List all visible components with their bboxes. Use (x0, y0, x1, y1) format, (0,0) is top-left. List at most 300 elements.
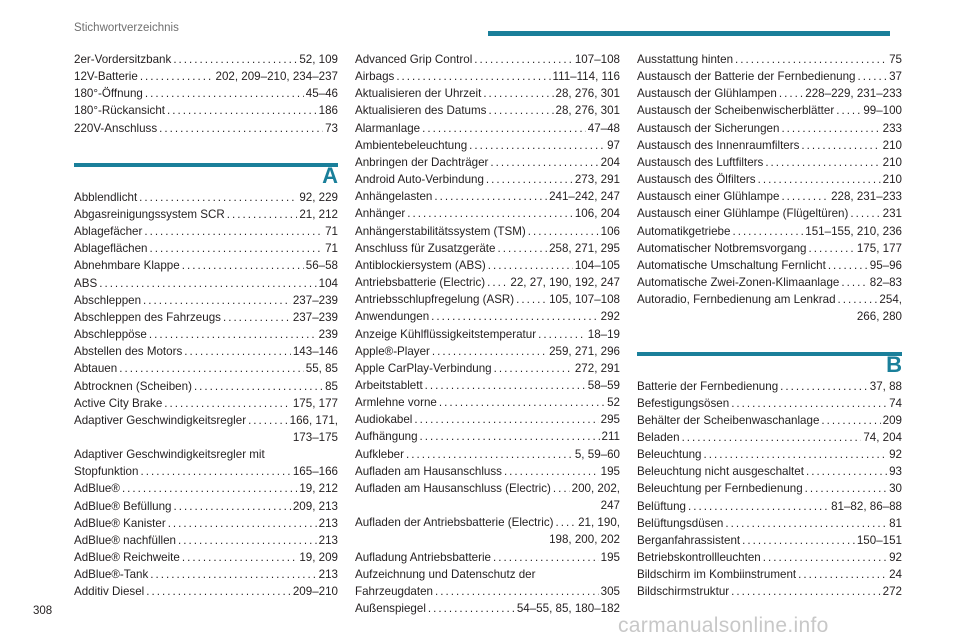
index-pages: 28, 276, 301 (555, 104, 620, 118)
index-pages-continued: 247 (600, 499, 620, 513)
index-pages: 210 (882, 173, 902, 187)
section-divider (74, 163, 338, 167)
index-entry (637, 154, 902, 171)
index-term: 12V-Batterie (74, 70, 138, 84)
index-term: Airbags (355, 70, 395, 84)
dot-leader (494, 360, 573, 377)
index-term: Abschleppen (74, 293, 142, 307)
index-pages: 259, 271, 296 (549, 344, 620, 358)
index-term: Aufladen der Antriebsbatterie (Electric) (355, 516, 554, 530)
index-pages: 37, 88 (869, 379, 902, 393)
index-term: Abtrocknen (Scheiben) (74, 379, 192, 393)
index-pages: 204 (600, 155, 620, 169)
index-pages: 75 (889, 53, 902, 66)
index-entry (637, 51, 902, 68)
index-entry (637, 223, 902, 240)
index-entry (355, 446, 620, 463)
index-pages: 81 (889, 516, 902, 530)
index-pages: 254, (879, 293, 902, 307)
index-term: Stopfunktion (74, 465, 139, 479)
index-entry (74, 51, 338, 68)
dot-leader (435, 583, 599, 600)
index-entry (637, 498, 902, 515)
dot-leader (474, 51, 573, 68)
dot-leader (227, 206, 298, 223)
index-pages: 56–58 (305, 259, 338, 273)
dot-leader (805, 480, 887, 497)
dot-leader (765, 154, 880, 171)
index-pages: 54–55, 85, 180–182 (516, 602, 620, 615)
index-column-3 (637, 51, 902, 601)
index-pages: 21, 190, (578, 516, 620, 530)
index-entry (355, 326, 620, 343)
index-entry (74, 206, 338, 223)
index-entry (637, 463, 902, 480)
index-term: Antriebsschlupfregelung (ASR) (355, 293, 515, 307)
index-entry (74, 292, 338, 309)
index-pages: 175, 177 (292, 396, 338, 410)
index-pages: 106, 204 (574, 207, 620, 221)
dot-leader (516, 291, 547, 308)
dot-leader (682, 429, 862, 446)
index-pages: 231 (882, 207, 902, 221)
dot-leader (731, 583, 881, 600)
dot-leader (407, 205, 573, 222)
index-entry (74, 498, 338, 515)
index-term: Austausch des Innenraumfilters (637, 138, 800, 152)
dot-leader (184, 343, 291, 360)
index-entry (355, 257, 620, 274)
index-entry (355, 274, 620, 291)
dot-leader (396, 68, 550, 85)
index-pages: 92 (889, 551, 902, 565)
index-pages: 22, 27, 190, 192, 247 (510, 276, 620, 290)
index-pages: 85 (325, 379, 338, 393)
index-term: Austausch einer Glühlampe (637, 190, 780, 204)
index-term: Anwendungen (355, 310, 430, 324)
index-term-line: Aufzeichnung und Datenschutz der (355, 567, 536, 581)
index-term: Aufkleber (355, 447, 404, 461)
index-term: 220V-Anschluss (74, 121, 158, 135)
index-pages: 21, 212 (299, 207, 338, 221)
index-entry (355, 549, 620, 566)
index-term: Behälter der Scheibenwaschanlage (637, 413, 820, 427)
index-entry (637, 395, 902, 412)
index-pages: 99–100 (863, 104, 902, 118)
index-term: Anhängelasten (355, 190, 433, 204)
index-pages: 237–239 (292, 310, 338, 324)
index-pages: 93 (889, 465, 902, 479)
index-term: Automatische Zwei-Zonen-Klimaanlage (637, 276, 840, 290)
index-term: Belüftung (637, 499, 686, 513)
index-entry (355, 463, 620, 480)
index-pages-continued: 266, 280 (856, 310, 902, 324)
index-pages: 186 (318, 104, 338, 118)
index-entry (637, 583, 902, 600)
index-entry (355, 171, 620, 188)
index-term: Aufladen am Hausanschluss (Electric) (355, 481, 551, 495)
dot-leader (143, 292, 291, 309)
index-pages: 81–82, 86–88 (831, 499, 902, 513)
index-pages: 237–239 (292, 293, 338, 307)
index-term: Ausstattung hinten (637, 53, 734, 66)
index-pages: 165–166 (292, 465, 338, 479)
index-entry (74, 189, 338, 206)
index-term: Beleuchtung nicht ausgeschaltet (637, 465, 804, 479)
index-term: AdBlue® (74, 482, 120, 496)
index-pages: 213 (318, 516, 338, 530)
dot-leader (798, 566, 887, 583)
index-term: Aufladung Antriebsbatterie (355, 550, 491, 564)
index-pages: 97 (607, 138, 620, 152)
letter-section-header (637, 326, 902, 378)
index-term: 180°-Rückansicht (74, 104, 165, 118)
dot-leader (493, 549, 599, 566)
index-term: Fahrzeugdaten (355, 584, 433, 598)
index-entry (637, 291, 902, 308)
index-pages: 58–59 (587, 378, 620, 392)
dot-leader (488, 257, 573, 274)
dot-leader (425, 377, 586, 394)
dot-leader (504, 463, 599, 480)
dot-leader (414, 411, 598, 428)
index-pages: 95–96 (869, 258, 902, 272)
index-entry (355, 514, 620, 531)
index-term: Automatische Umschaltung Fernlicht (637, 258, 826, 272)
index-pages: 200, 202, (571, 481, 620, 495)
index-entry (637, 188, 902, 205)
index-term: Befestigungsösen (637, 396, 730, 410)
index-pages: 150–151 (856, 533, 902, 547)
index-pages: 272 (882, 585, 902, 599)
dot-leader (488, 102, 553, 119)
dot-leader (838, 291, 878, 308)
index-pages: 292 (600, 310, 620, 324)
dot-leader (439, 394, 605, 411)
index-entry (637, 446, 902, 463)
index-pages: 241–242, 247 (549, 190, 620, 204)
index-term: Beleuchtung per Fernbedienung (637, 482, 803, 496)
index-entry (74, 480, 338, 497)
index-pages: 52 (607, 396, 620, 410)
dot-leader (431, 308, 599, 325)
dot-leader (99, 275, 316, 292)
index-entry (74, 68, 338, 85)
index-pages: 55, 85 (305, 362, 338, 376)
dot-leader (145, 85, 304, 102)
index-entry (355, 205, 620, 222)
index-pages: 104–105 (574, 258, 620, 272)
index-term: Austausch der Scheibenwischerblätter (637, 104, 835, 118)
dot-leader (688, 498, 829, 515)
index-entry (355, 428, 620, 445)
index-entry (637, 85, 902, 102)
index-term: Batterie der Fernbedienung (637, 379, 779, 393)
index-term: Apple®-Player (355, 344, 430, 358)
index-term: Anhänger (355, 207, 406, 221)
index-pages: 143–146 (292, 345, 338, 359)
index-pages: 71 (325, 242, 338, 256)
index-term: Berganfahrassistent (637, 533, 741, 547)
index-entry (637, 532, 902, 549)
index-entry (355, 394, 620, 411)
index-pages: 107–108 (574, 53, 620, 66)
index-pages-continued: 198, 200, 202 (549, 533, 620, 547)
index-term: Aktualisieren des Datums (355, 104, 487, 118)
index-entry (637, 257, 902, 274)
index-entry (74, 343, 338, 360)
index-term: Apple CarPlay-Verbindung (355, 361, 492, 375)
index-entry (637, 205, 902, 222)
index-term: Autoradio, Fernbedienung am Lenkrad (637, 293, 836, 307)
section-title: Stichwortverzeichnis (74, 22, 179, 34)
index-entry (355, 85, 620, 102)
index-term: Austausch des Luftfilters (637, 155, 764, 169)
dot-leader (758, 171, 881, 188)
dot-leader (553, 480, 570, 497)
dot-leader (469, 137, 605, 154)
dot-leader (538, 326, 586, 343)
dot-leader (487, 274, 508, 291)
index-entry (637, 412, 902, 429)
dot-leader (140, 463, 290, 480)
index-term: AdBlue® Kanister (74, 516, 166, 530)
index-column-1 (74, 51, 338, 601)
index-entry (355, 377, 620, 394)
index-entry (355, 480, 620, 497)
index-column-2 (355, 51, 620, 617)
index-pages: 305 (600, 584, 620, 598)
index-pages: 71 (325, 225, 338, 239)
index-pages: 209, 213 (292, 499, 338, 513)
dot-leader (806, 463, 887, 480)
index-term: Abgasreinigungssystem SCR (74, 207, 225, 221)
dot-leader (173, 51, 297, 68)
index-pages: 228, 231–233 (831, 190, 902, 204)
index-entry (74, 240, 338, 257)
index-term: Automatischer Notbremsvorgang (637, 241, 807, 255)
index-pages: 213 (318, 533, 338, 547)
index-term: 2er-Vordersitzbank (74, 53, 172, 66)
index-term: Adaptiver Geschwindigkeitsregler (74, 413, 247, 427)
dot-leader (763, 549, 887, 566)
dot-leader (149, 326, 317, 343)
index-entry (637, 566, 902, 583)
index-term: Beladen (637, 430, 680, 444)
index-term: Austausch einer Glühlampe (Flügeltüren) (637, 207, 849, 221)
dot-leader (150, 240, 324, 257)
index-term: Antriebsbatterie (Electric) (355, 276, 486, 290)
dot-leader (144, 223, 323, 240)
index-entry (637, 549, 902, 566)
dot-leader (725, 515, 887, 532)
index-entry (74, 378, 338, 395)
dot-leader (432, 343, 547, 360)
dot-leader (422, 120, 586, 137)
index-entry (637, 120, 902, 137)
index-pages: 151–155, 210, 236 (805, 224, 902, 238)
index-term: Belüftungsdüsen (637, 516, 724, 530)
dot-leader (178, 532, 317, 549)
dot-leader (164, 395, 291, 412)
header-accent-bar (488, 31, 890, 36)
index-pages: 195 (600, 550, 620, 564)
index-pages: 52, 109 (299, 53, 338, 66)
dot-leader (742, 532, 855, 549)
index-term: Active City Brake (74, 396, 163, 410)
index-entry (74, 412, 338, 429)
index-term: Austausch der Sicherungen (637, 121, 780, 135)
index-term: Abstellen des Motors (74, 345, 183, 359)
index-term: Austausch der Batterie der Fernbedienung (637, 70, 856, 84)
dot-leader (174, 498, 291, 515)
index-entry (355, 583, 620, 600)
dot-leader (781, 120, 880, 137)
index-term: Audiokabel (355, 413, 413, 427)
index-pages: 258, 271, 295 (549, 241, 620, 255)
index-pages: 210 (882, 155, 902, 169)
index-pages: 47–48 (587, 121, 620, 135)
index-term: Ablagefächer (74, 225, 143, 239)
dot-leader (486, 171, 573, 188)
dot-leader (182, 257, 304, 274)
index-term: Beleuchtung (637, 448, 702, 462)
index-pages: 74 (889, 396, 902, 410)
index-pages: 74, 204 (863, 430, 902, 444)
index-entry (74, 532, 338, 549)
index-term: 180°-Öffnung (74, 87, 143, 101)
index-term: Alarmanlage (355, 121, 421, 135)
dot-leader (821, 412, 880, 429)
dot-leader (146, 583, 291, 600)
index-entry (637, 137, 902, 154)
index-term: Anzeige Kühlflüssigkeitstemperatur (355, 327, 537, 341)
index-pages: 295 (600, 413, 620, 427)
dot-leader (703, 446, 887, 463)
index-entry (355, 154, 620, 171)
index-entry (74, 549, 338, 566)
dot-leader (850, 205, 880, 222)
index-pages: 228–229, 231–233 (805, 87, 902, 101)
dot-leader (168, 515, 317, 532)
index-term: AdBlue® Befüllung (74, 499, 172, 513)
dot-leader (497, 240, 547, 257)
index-entry (74, 463, 338, 480)
index-pages: 45–46 (305, 87, 338, 101)
index-entry (637, 378, 902, 395)
index-entry (74, 85, 338, 102)
index-term: Bildschirm im Kombiinstrument (637, 568, 797, 582)
index-entry (637, 274, 902, 291)
dot-leader (139, 189, 297, 206)
index-pages: 24 (889, 568, 902, 582)
dot-leader (159, 120, 323, 137)
index-pages: 5, 59–60 (574, 447, 620, 461)
dot-leader (841, 274, 867, 291)
dot-leader (801, 137, 880, 154)
index-entry (355, 600, 620, 617)
index-entry (74, 360, 338, 377)
index-entry (637, 480, 902, 497)
index-term: Aufladen am Hausanschluss (355, 464, 502, 478)
dot-leader (420, 428, 600, 445)
index-term: Außenspiegel (355, 602, 426, 615)
index-term: Bildschirmstruktur (637, 585, 730, 599)
index-pages: 37 (889, 70, 902, 84)
dot-leader (248, 412, 288, 429)
index-entry (74, 326, 338, 343)
index-pages: 92, 229 (299, 190, 338, 204)
index-entry (637, 240, 902, 257)
dot-leader (182, 549, 297, 566)
dot-leader (528, 223, 599, 240)
index-term: Antiblockiersystem (ABS) (355, 258, 486, 272)
index-pages: 73 (325, 121, 338, 135)
dot-leader (836, 102, 861, 119)
index-entry (355, 343, 620, 360)
index-entry (637, 515, 902, 532)
index-pages: 82–83 (869, 276, 902, 290)
index-entry (355, 68, 620, 85)
index-term: Abschleppen des Fahrzeugs (74, 310, 221, 324)
dot-leader (731, 395, 887, 412)
index-pages: 273, 291 (574, 173, 620, 187)
index-pages: 19, 209 (299, 551, 338, 565)
dot-leader (150, 566, 316, 583)
index-term: Austausch der Glühlampen (637, 87, 777, 101)
index-entry (637, 429, 902, 446)
dot-leader (732, 223, 803, 240)
index-entry (74, 566, 338, 583)
index-entry (74, 275, 338, 292)
index-pages: 166, 171, (289, 413, 338, 427)
dot-leader (122, 480, 297, 497)
section-letter: A (322, 162, 338, 188)
index-pages: 175, 177 (856, 241, 902, 255)
index-entry (355, 137, 620, 154)
dot-leader (194, 378, 323, 395)
index-pages: 19, 212 (299, 482, 338, 496)
index-term: Abtauen (74, 362, 118, 376)
section-divider (637, 352, 902, 356)
index-pages: 202, 209–210, 234–237 (215, 70, 338, 84)
index-entry (355, 291, 620, 308)
index-term: Aktualisieren der Uhrzeit (355, 87, 482, 101)
index-term: Ambientebeleuchtung (355, 138, 468, 152)
dot-leader (223, 309, 291, 326)
index-pages: 18–19 (587, 327, 620, 341)
dot-leader (140, 68, 214, 85)
index-entry (355, 51, 620, 68)
index-term: Betriebskontrollleuchten (637, 551, 761, 565)
index-pages: 30 (889, 482, 902, 496)
index-term: Ablageflächen (74, 242, 148, 256)
index-entry (355, 360, 620, 377)
index-entry (355, 223, 620, 240)
letter-section-header (74, 137, 338, 189)
dot-leader (828, 257, 868, 274)
dot-leader (406, 446, 573, 463)
index-entry (74, 102, 338, 119)
index-entry (74, 223, 338, 240)
dot-leader (483, 85, 553, 102)
index-term: Austausch des Ölfilters (637, 173, 756, 187)
dot-leader (428, 600, 515, 617)
index-entry (355, 308, 620, 325)
index-entry (355, 120, 620, 137)
index-term: Advanced Grip Control (355, 53, 473, 66)
dot-leader (167, 102, 317, 119)
